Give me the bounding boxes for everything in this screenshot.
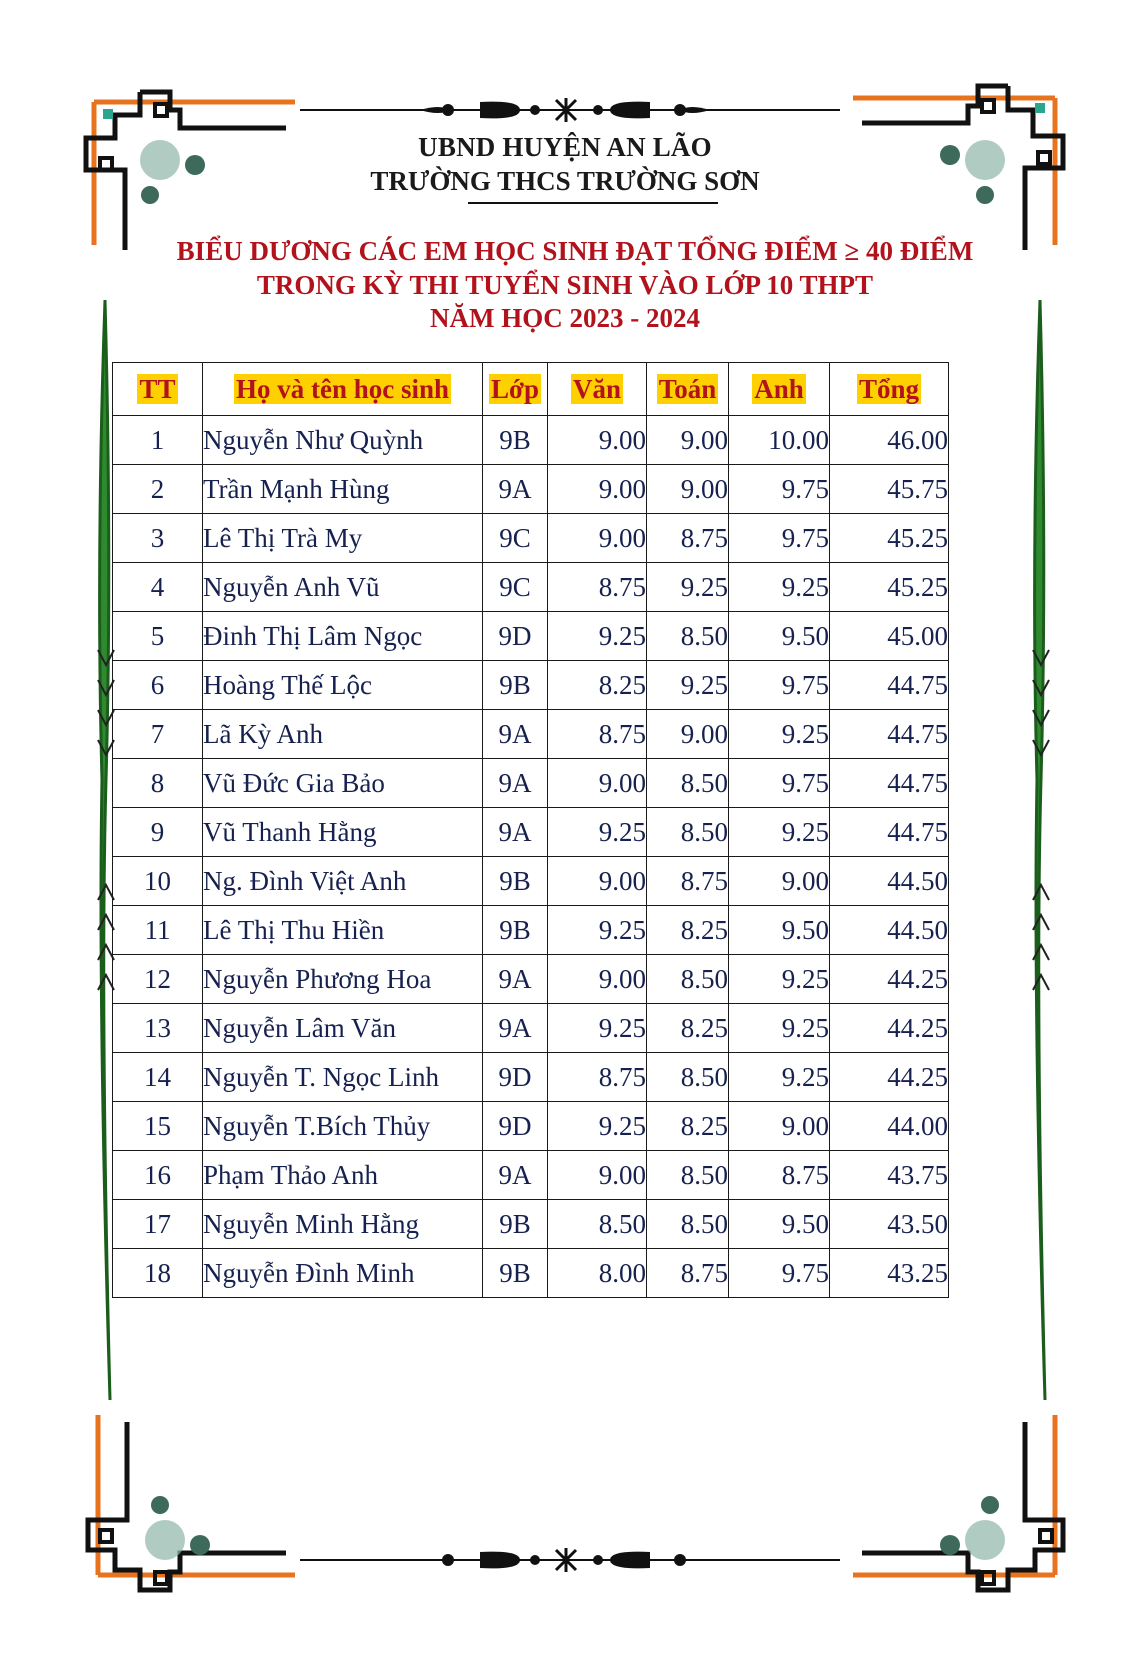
cell-class: 9A [483,955,548,1004]
cell-english: 9.25 [729,563,830,612]
cell-class: 9C [483,514,548,563]
cell-name: Trần Mạnh Hùng [203,465,483,514]
org-name: UBND HUYỆN AN LÃO [418,132,712,162]
col-header-class [483,363,548,416]
table-row [113,759,949,808]
cell-total: 44.75 [830,808,949,857]
cell-english: 9.00 [729,857,830,906]
cell-tt: 2 [113,465,203,514]
cell-math: 8.50 [647,955,729,1004]
cell-math: 8.75 [647,857,729,906]
table-row [113,514,949,563]
cell-english: 9.25 [729,1053,830,1102]
cell-tt: 14 [113,1053,203,1102]
cell-tt: 18 [113,1249,203,1298]
cell-total: 46.00 [830,416,949,465]
cell-math: 9.00 [647,710,729,759]
cell-class: 9B [483,857,548,906]
cell-tt: 17 [113,1200,203,1249]
col-header-name [203,363,483,416]
table-row [113,1249,949,1298]
cell-tt: 5 [113,612,203,661]
table-row [113,612,949,661]
cell-name: Nguyễn T. Ngọc Linh [203,1053,483,1102]
cell-english: 9.75 [729,661,830,710]
cell-tt: 12 [113,955,203,1004]
school-name-underline [468,202,718,204]
cell-literature: 8.75 [548,1053,647,1102]
cell-tt: 16 [113,1151,203,1200]
cell-total: 44.25 [830,1053,949,1102]
cell-literature: 8.75 [548,563,647,612]
cell-tt: 3 [113,514,203,563]
scores-table [112,362,949,1298]
cell-literature: 9.00 [548,1151,647,1200]
cell-english: 9.25 [729,1004,830,1053]
col-header-label: TT [139,373,176,404]
cell-name: Vũ Đức Gia Bảo [203,759,483,808]
cell-total: 45.25 [830,514,949,563]
cell-total: 43.75 [830,1151,949,1200]
cell-literature: 8.75 [548,710,647,759]
cell-math: 8.50 [647,1151,729,1200]
cell-total: 43.25 [830,1249,949,1298]
cell-math: 8.50 [647,759,729,808]
cell-tt: 13 [113,1004,203,1053]
cell-english: 9.50 [729,906,830,955]
cell-name: Nguyễn T.Bích Thủy [203,1102,483,1151]
cell-name: Nguyễn Lâm Văn [203,1004,483,1053]
corner-frame-icon [88,1415,295,1590]
col-header-literature [548,363,647,416]
table-row [113,416,949,465]
cell-english: 8.75 [729,1151,830,1200]
cell-class: 9D [483,1102,548,1151]
cell-literature: 8.00 [548,1249,647,1298]
col-header-label: Lớp [491,373,539,404]
cell-english: 9.25 [729,808,830,857]
corner-frame-icon [853,1415,1063,1590]
cell-english: 9.50 [729,612,830,661]
cell-name: Lã Kỳ Anh [203,710,483,759]
col-header-tt [113,363,203,416]
cell-tt: 11 [113,906,203,955]
cell-math: 9.00 [647,416,729,465]
cell-literature: 9.00 [548,514,647,563]
col-header-label: Văn [572,373,621,404]
cell-name: Lê Thị Trà My [203,514,483,563]
leaf-vine-icon [1033,300,1049,1400]
cell-tt: 8 [113,759,203,808]
table-row [113,1053,949,1102]
cell-literature: 8.50 [548,1200,647,1249]
cell-tt: 15 [113,1102,203,1151]
cell-name: Nguyễn Minh Hằng [203,1200,483,1249]
cell-class: 9A [483,1151,548,1200]
cell-name: Phạm Thảo Anh [203,1151,483,1200]
col-header-math [647,363,729,416]
cell-literature: 9.00 [548,857,647,906]
table-row [113,955,949,1004]
cell-class: 9A [483,1004,548,1053]
cell-math: 8.75 [647,514,729,563]
cell-english: 9.00 [729,1102,830,1151]
cell-class: 9A [483,465,548,514]
cell-class: 9B [483,906,548,955]
table-row [113,465,949,514]
cell-class: 9C [483,563,548,612]
cell-name: Nguyễn Phương Hoa [203,955,483,1004]
table-header-row [113,363,949,416]
cell-name: Hoàng Thế Lộc [203,661,483,710]
cell-name: Nguyễn Đình Minh [203,1249,483,1298]
cell-tt: 6 [113,661,203,710]
cell-math: 8.50 [647,1053,729,1102]
cell-literature: 9.00 [548,416,647,465]
cell-tt: 4 [113,563,203,612]
cell-tt: 9 [113,808,203,857]
cell-name: Ng. Đình Việt Anh [203,857,483,906]
cell-name: Lê Thị Thu Hiền [203,906,483,955]
table-row [113,857,949,906]
cell-class: 9B [483,416,548,465]
cell-class: 9B [483,661,548,710]
cell-literature: 9.25 [548,1102,647,1151]
cell-math: 8.50 [647,612,729,661]
cell-literature: 9.25 [548,612,647,661]
cell-total: 44.75 [830,759,949,808]
table-row [113,1004,949,1053]
cell-tt: 1 [113,416,203,465]
cell-math: 8.25 [647,1102,729,1151]
cell-class: 9B [483,1200,548,1249]
title-line-1: BIỂU DƯƠNG CÁC EM HỌC SINH ĐẠT TỔNG ĐIỂM ≥ 40 ĐIỂM [176,236,974,266]
cell-class: 9A [483,808,548,857]
cell-total: 45.00 [830,612,949,661]
cell-math: 9.25 [647,563,729,612]
cell-name: Vũ Thanh Hằng [203,808,483,857]
cell-tt: 10 [113,857,203,906]
col-header-english [729,363,830,416]
cell-english: 9.75 [729,465,830,514]
cell-name: Đinh Thị Lâm Ngọc [203,612,483,661]
cell-literature: 9.25 [548,808,647,857]
cell-english: 9.25 [729,710,830,759]
flourish-divider-icon [300,1548,840,1572]
cell-total: 44.75 [830,661,949,710]
cell-english: 9.50 [729,1200,830,1249]
table-row [113,563,949,612]
cell-literature: 9.00 [548,465,647,514]
cell-english: 9.75 [729,759,830,808]
cell-total: 43.50 [830,1200,949,1249]
cell-literature: 9.25 [548,906,647,955]
table-row [113,1151,949,1200]
cell-english: 9.75 [729,1249,830,1298]
cell-english: 9.75 [729,514,830,563]
col-header-label: Anh [754,373,804,404]
col-header-label: Tổng [858,373,920,404]
cell-literature: 8.25 [548,661,647,710]
table-row [113,1200,949,1249]
cell-class: 9D [483,612,548,661]
cell-english: 10.00 [729,416,830,465]
table-row [113,710,949,759]
cell-total: 45.75 [830,465,949,514]
table-row [113,906,949,955]
cell-class: 9A [483,759,548,808]
cell-total: 44.75 [830,710,949,759]
cell-total: 45.25 [830,563,949,612]
school-name: TRƯỜNG THCS TRƯỜNG SƠN [370,166,760,196]
col-header-label: Họ và tên học sinh [235,373,450,404]
cell-class: 9A [483,710,548,759]
cell-english: 9.25 [729,955,830,1004]
cell-tt: 7 [113,710,203,759]
cell-math: 8.25 [647,1004,729,1053]
cell-total: 44.50 [830,857,949,906]
cell-math: 8.75 [647,1249,729,1298]
cell-literature: 9.00 [548,955,647,1004]
table-row [113,808,949,857]
cell-name: Nguyễn Như Quỳnh [203,416,483,465]
table-row [113,1102,949,1151]
cell-total: 44.25 [830,955,949,1004]
cell-name: Nguyễn Anh Vũ [203,563,483,612]
cell-math: 8.50 [647,1200,729,1249]
cell-class: 9D [483,1053,548,1102]
title-line-3: NĂM HỌC 2023 - 2024 [430,303,700,333]
cell-literature: 9.25 [548,1004,647,1053]
flourish-divider-icon [300,98,840,122]
cell-literature: 9.00 [548,759,647,808]
cell-math: 9.00 [647,465,729,514]
cell-class: 9B [483,1249,548,1298]
col-header-label: Toán [658,373,717,404]
col-header-total [830,363,949,416]
cell-math: 8.25 [647,906,729,955]
cell-math: 8.50 [647,808,729,857]
table-row [113,661,949,710]
cell-math: 9.25 [647,661,729,710]
title-line-2: TRONG KỲ THI TUYỂN SINH VÀO LỚP 10 THPT [256,270,874,300]
cell-total: 44.25 [830,1004,949,1053]
cell-total: 44.50 [830,906,949,955]
cell-total: 44.00 [830,1102,949,1151]
